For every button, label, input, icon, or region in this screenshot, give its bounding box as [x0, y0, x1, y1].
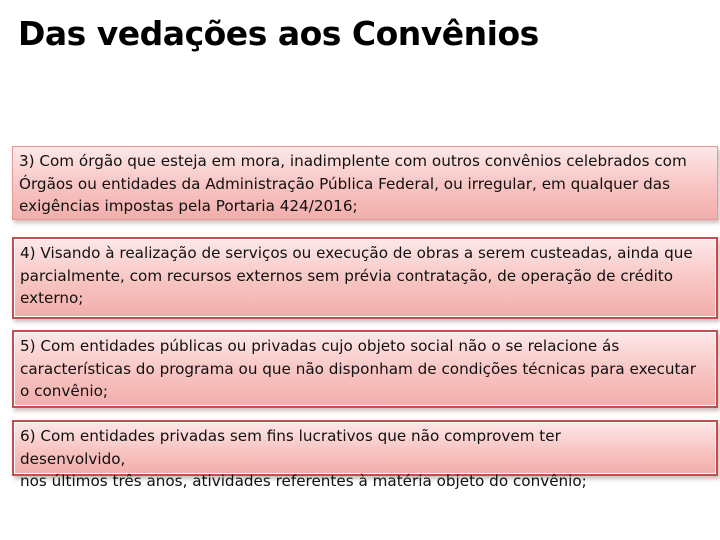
- item-card-6: [12, 420, 718, 490]
- item-text-6-line-1: 6) Com entidades privadas sem fins lucrativos que não comprovem ter: [20, 427, 561, 445]
- item-text-4: 4) Visando à realização de serviços ou execução de obras a serem custeadas, ainda que parcialmente, com recursos externos sem prévia contratação, de operação de crédito externo;: [20, 244, 693, 307]
- item-text-3: 3) Com órgão que esteja em mora, inadimplente com outros convênios celebrados com Órgãos ou entidades da Administração Pública Federal, ou irregular, em qualquer das exigências impostas pela Portaria 424/2016;: [19, 152, 687, 215]
- item-card-3: [12, 146, 718, 220]
- item-text-6-line-2: desenvolvido,: [20, 449, 126, 468]
- item-text-5: 5) Com entidades públicas ou privadas cujo objeto social não o se relacione ás características do programa ou que não disponham de condições técnicas para executar o convênio;: [20, 337, 696, 400]
- slide-title: Das vedações aos Convênios: [18, 14, 539, 53]
- item-card-5: [12, 330, 718, 408]
- item-text-6-line-3: nos últimos três anos, atividades referentes à matéria objeto do convênio;: [20, 472, 587, 490]
- item-card-4: [12, 237, 718, 319]
